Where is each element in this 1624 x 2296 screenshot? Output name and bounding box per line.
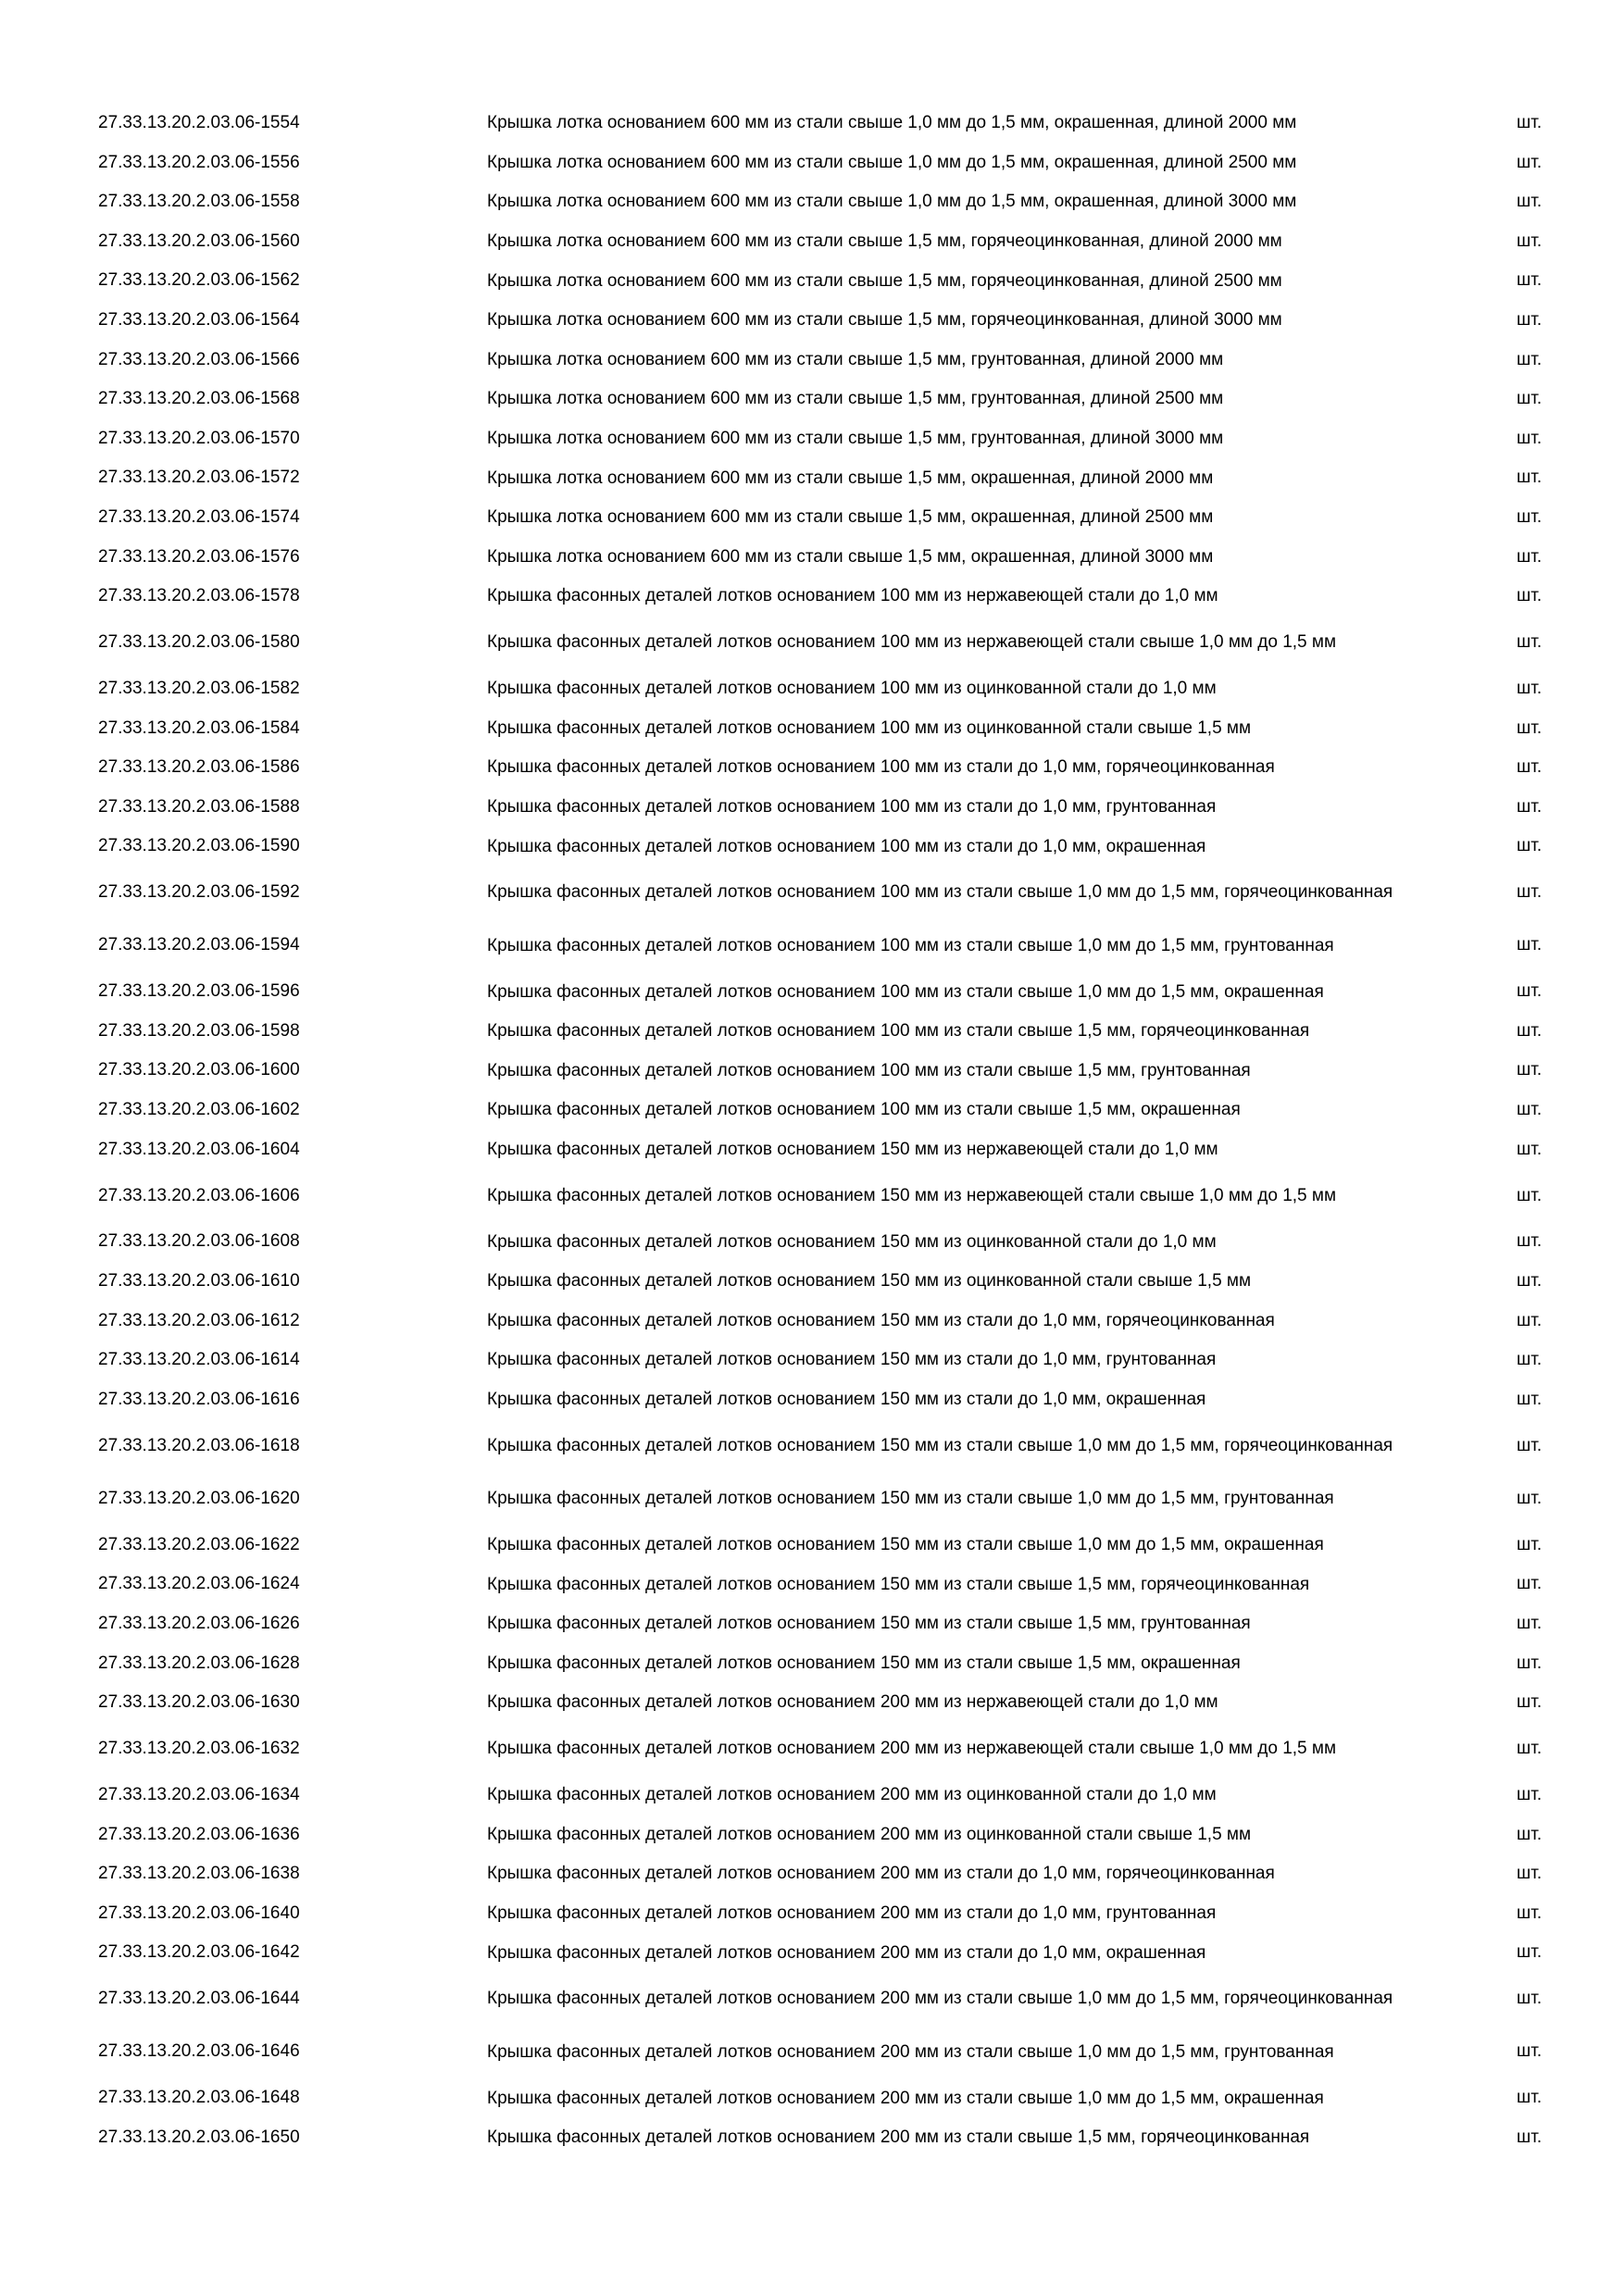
item-unit: шт. bbox=[1517, 192, 1543, 212]
item-description-cell bbox=[487, 104, 1552, 144]
item-description: Крышка фасонных деталей лотков основанием 150 мм из нержавеющей стали до 1,0 мм bbox=[487, 1139, 1218, 1159]
item-description: Крышка фасонных деталей лотков основанием 150 мм из стали до 1,0 мм, грунтованная bbox=[487, 1350, 1217, 1370]
item-unit: шт. bbox=[1517, 1942, 1543, 1963]
table-row bbox=[98, 104, 1570, 144]
item-unit: шт. bbox=[1517, 1231, 1543, 1252]
item-description-cell bbox=[487, 577, 1552, 617]
item-description-cell bbox=[487, 788, 1552, 828]
item-description-cell bbox=[487, 222, 1552, 262]
item-unit: шт. bbox=[1517, 1310, 1543, 1330]
item-code: 27.33.13.20.2.03.06-1646 bbox=[98, 2041, 300, 2062]
table-row bbox=[98, 972, 1570, 1012]
item-code: 27.33.13.20.2.03.06-1570 bbox=[98, 428, 300, 448]
table-row bbox=[98, 669, 1570, 709]
item-unit: шт. bbox=[1517, 1350, 1543, 1370]
item-description-cell bbox=[487, 748, 1552, 788]
table-row bbox=[98, 341, 1570, 381]
item-unit: шт. bbox=[1517, 1989, 1543, 2009]
item-code: 27.33.13.20.2.03.06-1598 bbox=[98, 1020, 300, 1041]
item-description: Крышка фасонных деталей лотков основанием 100 мм из стали свыше 1,5 мм, окрашенная bbox=[487, 1100, 1241, 1120]
table-row bbox=[98, 380, 1570, 419]
item-code: 27.33.13.20.2.03.06-1556 bbox=[98, 152, 300, 172]
item-description: Крышка фасонных деталей лотков основанием 200 мм из стали свыше 1,5 мм, горячеоцинкованная bbox=[487, 2128, 1310, 2148]
item-unit: шт. bbox=[1517, 632, 1543, 653]
item-description-cell bbox=[487, 1604, 1552, 1644]
item-code: 27.33.13.20.2.03.06-1622 bbox=[98, 1534, 300, 1554]
item-unit: шт. bbox=[1517, 1534, 1543, 1554]
table-row bbox=[98, 919, 1570, 972]
item-description: Крышка лотка основанием 600 мм из стали свыше 1,0 мм до 1,5 мм, окрашенная, длиной 2500 мм bbox=[487, 152, 1297, 172]
item-unit: шт. bbox=[1517, 1903, 1543, 1923]
item-unit: шт. bbox=[1517, 796, 1543, 817]
item-code: 27.33.13.20.2.03.06-1592 bbox=[98, 882, 300, 903]
item-unit: шт. bbox=[1517, 757, 1543, 778]
table-row bbox=[98, 1683, 1570, 1723]
item-description: Крышка лотка основанием 600 мм из стали свыше 1,5 мм, окрашенная, длиной 2000 мм bbox=[487, 468, 1214, 488]
table-row bbox=[98, 1419, 1570, 1472]
item-unit: шт. bbox=[1517, 349, 1543, 369]
table-row bbox=[98, 1644, 1570, 1684]
item-description: Крышка лотка основанием 600 мм из стали свыше 1,5 мм, горячеоцинкованная, длиной 3000 мм bbox=[487, 310, 1282, 331]
item-code: 27.33.13.20.2.03.06-1576 bbox=[98, 546, 300, 567]
item-code: 27.33.13.20.2.03.06-1554 bbox=[98, 113, 300, 132]
item-unit: шт. bbox=[1517, 231, 1543, 251]
item-description: Крышка фасонных деталей лотков основанием 200 мм из стали свыше 1,0 мм до 1,5 мм, грунтованная bbox=[487, 2041, 1334, 2062]
item-code: 27.33.13.20.2.03.06-1600 bbox=[98, 1060, 300, 1080]
table-row bbox=[98, 538, 1570, 578]
item-code: 27.33.13.20.2.03.06-1644 bbox=[98, 1989, 300, 2009]
item-description-cell bbox=[487, 458, 1552, 498]
item-description: Крышка фасонных деталей лотков основанием 150 мм из стали свыше 1,5 мм, грунтованная bbox=[487, 1614, 1251, 1634]
item-unit: шт. bbox=[1517, 718, 1543, 738]
item-code: 27.33.13.20.2.03.06-1642 bbox=[98, 1942, 300, 1963]
item-code: 27.33.13.20.2.03.06-1558 bbox=[98, 192, 300, 212]
item-description: Крышка фасонных деталей лотков основанием 150 мм из стали свыше 1,5 мм, окрашенная bbox=[487, 1653, 1241, 1673]
item-unit: шт. bbox=[1517, 1271, 1543, 1291]
item-description-cell bbox=[487, 1723, 1552, 1776]
item-code: 27.33.13.20.2.03.06-1624 bbox=[98, 1574, 300, 1594]
item-description: Крышка фасонных деталей лотков основанием 150 мм из стали до 1,0 мм, окрашенная bbox=[487, 1390, 1206, 1410]
item-code: 27.33.13.20.2.03.06-1562 bbox=[98, 270, 300, 291]
item-code: 27.33.13.20.2.03.06-1572 bbox=[98, 468, 300, 488]
item-unit: шт. bbox=[1517, 506, 1543, 527]
item-description-cell bbox=[487, 1130, 1552, 1170]
item-code: 27.33.13.20.2.03.06-1620 bbox=[98, 1488, 300, 1508]
table-row bbox=[98, 222, 1570, 262]
item-description-cell bbox=[487, 144, 1552, 183]
item-description: Крышка фасонных деталей лотков основанием 200 мм из стали до 1,0 мм, горячеоцинкованная bbox=[487, 1864, 1275, 1884]
item-code: 27.33.13.20.2.03.06-1610 bbox=[98, 1271, 300, 1291]
item-description-cell bbox=[487, 1341, 1552, 1380]
table-row bbox=[98, 617, 1570, 669]
item-code: 27.33.13.20.2.03.06-1634 bbox=[98, 1784, 300, 1804]
item-description-cell bbox=[487, 1816, 1552, 1855]
item-unit: шт. bbox=[1517, 1613, 1543, 1633]
table-row bbox=[98, 1302, 1570, 1341]
item-description-cell bbox=[487, 1222, 1552, 1262]
item-description-cell bbox=[487, 1262, 1552, 1302]
table-row bbox=[98, 419, 1570, 459]
item-unit: шт. bbox=[1517, 586, 1543, 606]
item-unit: шт. bbox=[1517, 389, 1543, 409]
item-unit: шт. bbox=[1517, 1185, 1543, 1205]
item-code: 27.33.13.20.2.03.06-1560 bbox=[98, 231, 300, 251]
item-description: Крышка фасонных деталей лотков основанием 150 мм из нержавеющей стали свыше 1,0 мм до 1,5 мм bbox=[487, 1185, 1337, 1205]
item-code: 27.33.13.20.2.03.06-1564 bbox=[98, 309, 300, 330]
item-description-cell bbox=[487, 538, 1552, 578]
item-code: 27.33.13.20.2.03.06-1650 bbox=[98, 2127, 300, 2147]
item-unit: шт. bbox=[1517, 2127, 1543, 2147]
table-row bbox=[98, 498, 1570, 538]
table-row bbox=[98, 261, 1570, 301]
item-code: 27.33.13.20.2.03.06-1632 bbox=[98, 1739, 300, 1759]
item-description: Крышка фасонных деталей лотков основанием 150 мм из стали свыше 1,0 мм до 1,5 мм, горячеоцинкованная bbox=[487, 1435, 1393, 1455]
item-description-cell bbox=[487, 1012, 1552, 1052]
item-description: Крышка фасонных деталей лотков основанием 200 мм из оцинкованной стали до 1,0 мм bbox=[487, 1785, 1217, 1805]
item-description: Крышка фасонных деталей лотков основанием 150 мм из стали свыше 1,0 мм до 1,5 мм, окрашенная bbox=[487, 1535, 1324, 1555]
item-description: Крышка фасонных деталей лотков основанием 200 мм из стали до 1,0 мм, грунтованная bbox=[487, 1903, 1217, 1923]
item-description-cell bbox=[487, 827, 1552, 867]
item-unit: шт. bbox=[1517, 1784, 1543, 1804]
item-code: 27.33.13.20.2.03.06-1630 bbox=[98, 1692, 300, 1713]
item-description: Крышка лотка основанием 600 мм из стали свыше 1,0 мм до 1,5 мм, окрашенная, длиной 2000 мм bbox=[487, 113, 1297, 133]
item-description-cell bbox=[487, 1526, 1552, 1566]
item-code: 27.33.13.20.2.03.06-1618 bbox=[98, 1435, 300, 1455]
table-row bbox=[98, 1526, 1570, 1566]
item-unit: шт. bbox=[1517, 1574, 1543, 1594]
item-code: 27.33.13.20.2.03.06-1612 bbox=[98, 1310, 300, 1330]
item-description: Крышка лотка основанием 600 мм из стали свыше 1,5 мм, грунтованная, длиной 2500 мм bbox=[487, 389, 1224, 409]
table-row bbox=[98, 1262, 1570, 1302]
item-unit: шт. bbox=[1517, 2088, 1543, 2108]
item-description: Крышка фасонных деталей лотков основанием 200 мм из оцинкованной стали свыше 1,5 мм bbox=[487, 1824, 1252, 1844]
item-code: 27.33.13.20.2.03.06-1588 bbox=[98, 796, 300, 817]
item-description: Крышка фасонных деталей лотков основанием 100 мм из стали свыше 1,5 мм, горячеоцинкованная bbox=[487, 1021, 1310, 1042]
item-unit: шт. bbox=[1517, 1139, 1543, 1159]
table-row bbox=[98, 458, 1570, 498]
table-row bbox=[98, 788, 1570, 828]
item-code: 27.33.13.20.2.03.06-1648 bbox=[98, 2088, 300, 2108]
table-row bbox=[98, 1341, 1570, 1380]
item-unit: шт. bbox=[1517, 113, 1543, 132]
item-unit: шт. bbox=[1517, 1060, 1543, 1080]
item-code: 27.33.13.20.2.03.06-1614 bbox=[98, 1350, 300, 1370]
item-unit: шт. bbox=[1517, 309, 1543, 330]
item-unit: шт. bbox=[1517, 1653, 1543, 1673]
item-description: Крышка фасонных деталей лотков основанием 200 мм из стали свыше 1,0 мм до 1,5 мм, окрашенная bbox=[487, 2088, 1324, 2108]
item-description-cell bbox=[487, 1051, 1552, 1091]
item-code: 27.33.13.20.2.03.06-1640 bbox=[98, 1903, 300, 1923]
table-row bbox=[98, 1051, 1570, 1091]
item-description-cell bbox=[487, 1169, 1552, 1222]
item-description: Крышка фасонных деталей лотков основанием 100 мм из нержавеющей стали свыше 1,0 мм до 1,5 мм bbox=[487, 632, 1337, 653]
item-unit: шт. bbox=[1517, 1020, 1543, 1041]
item-description: Крышка лотка основанием 600 мм из стали свыше 1,5 мм, окрашенная, длиной 3000 мм bbox=[487, 546, 1214, 567]
item-description-cell bbox=[487, 972, 1552, 1012]
table-row bbox=[98, 182, 1570, 222]
item-code: 27.33.13.20.2.03.06-1586 bbox=[98, 757, 300, 778]
item-code: 27.33.13.20.2.03.06-1608 bbox=[98, 1231, 300, 1252]
item-description-cell bbox=[487, 867, 1552, 919]
table-row bbox=[98, 1130, 1570, 1170]
item-description: Крышка фасонных деталей лотков основанием 100 мм из стали до 1,0 мм, грунтованная bbox=[487, 796, 1217, 817]
item-description: Крышка лотка основанием 600 мм из стали свыше 1,0 мм до 1,5 мм, окрашенная, длиной 3000 мм bbox=[487, 192, 1297, 212]
table-row bbox=[98, 1604, 1570, 1644]
item-code: 27.33.13.20.2.03.06-1584 bbox=[98, 718, 300, 738]
item-unit: шт. bbox=[1517, 1100, 1543, 1120]
item-description-cell bbox=[487, 1380, 1552, 1420]
item-description-cell bbox=[487, 380, 1552, 419]
item-description: Крышка фасонных деталей лотков основанием 100 мм из стали свыше 1,0 мм до 1,5 мм, грунтованная bbox=[487, 935, 1334, 955]
item-description-cell bbox=[487, 919, 1552, 972]
item-code: 27.33.13.20.2.03.06-1606 bbox=[98, 1185, 300, 1205]
table-row bbox=[98, 1816, 1570, 1855]
item-description: Крышка фасонных деталей лотков основанием 100 мм из стали свыше 1,0 мм до 1,5 мм, окрашенная bbox=[487, 981, 1324, 1002]
item-unit: шт. bbox=[1517, 1692, 1543, 1713]
item-code: 27.33.13.20.2.03.06-1580 bbox=[98, 632, 300, 653]
table-row bbox=[98, 2078, 1570, 2118]
item-code: 27.33.13.20.2.03.06-1568 bbox=[98, 389, 300, 409]
item-description: Крышка фасонных деталей лотков основанием 100 мм из стали свыше 1,5 мм, грунтованная bbox=[487, 1060, 1251, 1080]
item-description-cell bbox=[487, 1894, 1552, 1934]
item-description-cell bbox=[487, 1854, 1552, 1894]
item-description: Крышка фасонных деталей лотков основанием 150 мм из стали свыше 1,5 мм, горячеоцинкованная bbox=[487, 1574, 1310, 1594]
item-description: Крышка фасонных деталей лотков основанием 200 мм из стали до 1,0 мм, окрашенная bbox=[487, 1942, 1206, 1963]
table-row bbox=[98, 1565, 1570, 1604]
table-row bbox=[98, 1222, 1570, 1262]
item-unit: шт. bbox=[1517, 1435, 1543, 1455]
item-code: 27.33.13.20.2.03.06-1636 bbox=[98, 1824, 300, 1844]
table-row bbox=[98, 1723, 1570, 1776]
item-unit: шт. bbox=[1517, 1389, 1543, 1409]
item-code: 27.33.13.20.2.03.06-1628 bbox=[98, 1653, 300, 1673]
table-row bbox=[98, 1776, 1570, 1816]
table-row bbox=[98, 144, 1570, 183]
table-row bbox=[98, 1473, 1570, 1526]
item-description-cell bbox=[487, 1473, 1552, 1526]
item-unit: шт. bbox=[1517, 882, 1543, 903]
item-description: Крышка фасонных деталей лотков основанием 100 мм из оцинкованной стали свыше 1,5 мм bbox=[487, 718, 1252, 738]
item-unit: шт. bbox=[1517, 836, 1543, 856]
item-description-cell bbox=[487, 1091, 1552, 1130]
item-code: 27.33.13.20.2.03.06-1596 bbox=[98, 981, 300, 1002]
item-unit: шт. bbox=[1517, 468, 1543, 488]
item-code: 27.33.13.20.2.03.06-1602 bbox=[98, 1100, 300, 1120]
item-code: 27.33.13.20.2.03.06-1616 bbox=[98, 1389, 300, 1409]
table-row bbox=[98, 2118, 1570, 2158]
table-row bbox=[98, 1933, 1570, 1973]
item-description: Крышка фасонных деталей лотков основанием 200 мм из нержавеющей стали до 1,0 мм bbox=[487, 1692, 1218, 1713]
item-unit: шт. bbox=[1517, 270, 1543, 291]
item-description: Крышка фасонных деталей лотков основанием 200 мм из стали свыше 1,0 мм до 1,5 мм, горячеоцинкованная bbox=[487, 1989, 1393, 2009]
item-description-cell bbox=[487, 419, 1552, 459]
item-description: Крышка фасонных деталей лотков основанием 150 мм из оцинкованной стали до 1,0 мм bbox=[487, 1231, 1217, 1252]
table-row bbox=[98, 1894, 1570, 1934]
item-description-cell bbox=[487, 1302, 1552, 1341]
table-row bbox=[98, 1012, 1570, 1052]
table-row bbox=[98, 577, 1570, 617]
table-row bbox=[98, 1973, 1570, 2026]
item-description-cell bbox=[487, 2118, 1552, 2158]
table-row bbox=[98, 867, 1570, 919]
item-description: Крышка лотка основанием 600 мм из стали свыше 1,5 мм, грунтованная, длиной 3000 мм bbox=[487, 429, 1224, 449]
table-row bbox=[98, 1091, 1570, 1130]
item-description-cell bbox=[487, 669, 1552, 709]
item-description: Крышка фасонных деталей лотков основанием 100 мм из стали свыше 1,0 мм до 1,5 мм, горячеоцинкованная bbox=[487, 882, 1393, 903]
item-code: 27.33.13.20.2.03.06-1582 bbox=[98, 678, 300, 698]
item-unit: шт. bbox=[1517, 428, 1543, 448]
item-description-cell bbox=[487, 341, 1552, 381]
item-description: Крышка лотка основанием 600 мм из стали свыше 1,5 мм, горячеоцинкованная, длиной 2000 мм bbox=[487, 231, 1282, 252]
item-code: 27.33.13.20.2.03.06-1578 bbox=[98, 586, 300, 606]
item-unit: шт. bbox=[1517, 152, 1543, 172]
item-description: Крышка фасонных деталей лотков основанием 200 мм из нержавеющей стали свыше 1,0 мм до 1,5 мм bbox=[487, 1739, 1337, 1759]
item-description-cell bbox=[487, 2026, 1552, 2078]
table-row bbox=[98, 827, 1570, 867]
item-unit: шт. bbox=[1517, 935, 1543, 955]
item-unit: шт. bbox=[1517, 678, 1543, 698]
item-code: 27.33.13.20.2.03.06-1638 bbox=[98, 1864, 300, 1884]
item-unit: шт. bbox=[1517, 1864, 1543, 1884]
table-row bbox=[98, 1380, 1570, 1420]
item-unit: шт. bbox=[1517, 981, 1543, 1002]
item-unit: шт. bbox=[1517, 1739, 1543, 1759]
item-description-cell bbox=[487, 1776, 1552, 1816]
item-description: Крышка фасонных деталей лотков основанием 100 мм из оцинкованной стали до 1,0 мм bbox=[487, 679, 1217, 699]
item-description: Крышка фасонных деталей лотков основанием 150 мм из оцинкованной стали свыше 1,5 мм bbox=[487, 1271, 1252, 1292]
item-code: 27.33.13.20.2.03.06-1566 bbox=[98, 349, 300, 369]
item-unit: шт. bbox=[1517, 1824, 1543, 1844]
item-code: 27.33.13.20.2.03.06-1626 bbox=[98, 1613, 300, 1633]
item-description-cell bbox=[487, 1973, 1552, 2026]
table-row bbox=[98, 2026, 1570, 2078]
item-description: Крышка лотка основанием 600 мм из стали свыше 1,5 мм, грунтованная, длиной 2000 мм bbox=[487, 349, 1224, 369]
item-unit: шт. bbox=[1517, 1488, 1543, 1508]
item-code: 27.33.13.20.2.03.06-1594 bbox=[98, 935, 300, 955]
table-row bbox=[98, 709, 1570, 749]
item-unit: шт. bbox=[1517, 546, 1543, 567]
table-row bbox=[98, 1854, 1570, 1894]
item-description-cell bbox=[487, 617, 1552, 669]
item-description-cell bbox=[487, 1644, 1552, 1684]
catalog-table bbox=[98, 104, 1570, 2157]
item-unit: шт. bbox=[1517, 2041, 1543, 2062]
item-description: Крышка фасонных деталей лотков основанием 150 мм из стали свыше 1,0 мм до 1,5 мм, грунтованная bbox=[487, 1489, 1334, 1509]
item-description-cell bbox=[487, 301, 1552, 341]
item-description-cell bbox=[487, 1419, 1552, 1472]
item-description: Крышка фасонных деталей лотков основанием 100 мм из нержавеющей стали до 1,0 мм bbox=[487, 586, 1218, 606]
item-description-cell bbox=[487, 182, 1552, 222]
item-description: Крышка фасонных деталей лотков основанием 100 мм из стали до 1,0 мм, горячеоцинкованная bbox=[487, 757, 1275, 778]
item-code: 27.33.13.20.2.03.06-1590 bbox=[98, 836, 300, 856]
item-description: Крышка фасонных деталей лотков основанием 100 мм из стали до 1,0 мм, окрашенная bbox=[487, 836, 1206, 856]
table-row bbox=[98, 1169, 1570, 1222]
item-code: 27.33.13.20.2.03.06-1574 bbox=[98, 506, 300, 527]
item-description-cell bbox=[487, 709, 1552, 749]
table-row bbox=[98, 301, 1570, 341]
item-description-cell bbox=[487, 1933, 1552, 1973]
item-description-cell bbox=[487, 2078, 1552, 2118]
item-description: Крышка лотка основанием 600 мм из стали свыше 1,5 мм, горячеоцинкованная, длиной 2500 мм bbox=[487, 270, 1282, 291]
item-description-cell bbox=[487, 1565, 1552, 1604]
item-description: Крышка фасонных деталей лотков основанием 150 мм из стали до 1,0 мм, горячеоцинкованная bbox=[487, 1310, 1275, 1330]
item-description-cell bbox=[487, 1683, 1552, 1723]
item-description: Крышка лотка основанием 600 мм из стали свыше 1,5 мм, окрашенная, длиной 2500 мм bbox=[487, 507, 1214, 528]
item-description-cell bbox=[487, 261, 1552, 301]
item-code: 27.33.13.20.2.03.06-1604 bbox=[98, 1139, 300, 1159]
table-row bbox=[98, 748, 1570, 788]
item-description-cell bbox=[487, 498, 1552, 538]
